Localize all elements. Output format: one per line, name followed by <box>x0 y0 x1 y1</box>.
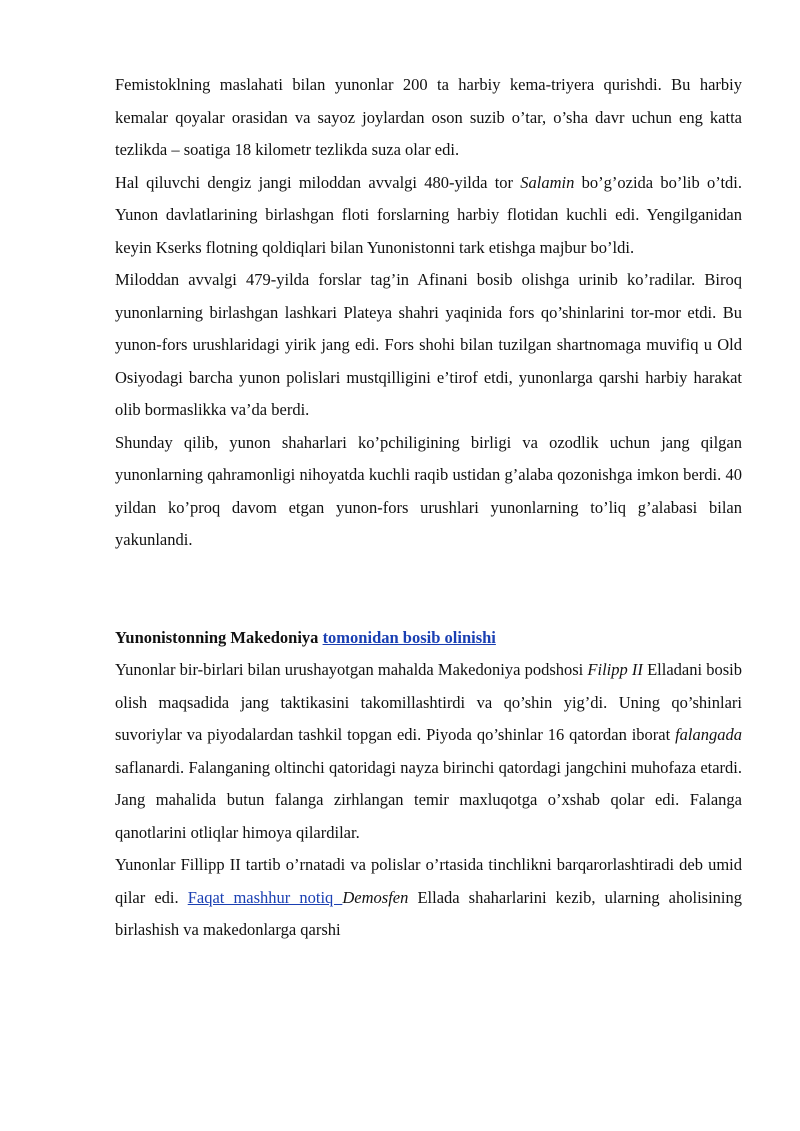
paragraph-salamis <box>115 167 742 265</box>
paragraph-text: saflanardi. Falanganing oltinchi qatoridagi nayza birinchi qatordagi jangchini muhofaza etardi. Jang mahalida butun falanga zirhlangan temir maxluqotga o’xshab qolar edi. Falanga qanotlarini otliqlar himoya qilardilar. <box>115 757 742 842</box>
paragraph-text: Elladani bosib olish maqsadida jang taktikasini takomillashtirdi va qo’shin yig’di. Uning qo’shinlari suvoriylar va piyodalardan tashkil topgan edi. Piyoda qo’shinlar 16 qatordan iborat <box>115 660 742 744</box>
italic-term-salamin: Salamin <box>520 172 575 192</box>
heading-text: Yunonistonning Makedoniya <box>115 627 323 647</box>
paragraph-text: Yunonlar bir-birlari bilan urushayotgan mahalda Makedoniya podshosi <box>115 660 588 679</box>
notiq-link[interactable]: Faqat mashhur notiq <box>187 887 343 907</box>
paragraph-text: Yunonlar Fillipp II tartib o’rnatadi va polislar o’rtasida tinchlikni barqarorlashtiradi deb umid qilar edi. <box>115 855 742 907</box>
paragraph-text: Shunday qilib, yunon shaharlari ko’pchiligining birligi va ozodlik uchun jang qilgan yunonlarning qahramonligi nihoyatda kuchli raqib ustidan g’alaba qozonishga imkon berdi. 40 yildan ko’proq davom etgan yunon-fors urushlari yunonlarning to’liq g’alabasi bilan yakunlandi. <box>115 432 742 549</box>
paragraph-text: bo’g’ozida bo’lib o’tdi. Yunon davlatlarining birlashgan floti forslarning harbiy flotidan kuchli edi. Yengilganidan keyin Kserks flotning qoldiqlari bilan Yunonistonni tark etishga majbur bo’ldi. <box>115 172 742 257</box>
section-spacer <box>115 557 742 622</box>
italic-term-filipp: Filipp II <box>587 660 643 679</box>
paragraph-demosthenes <box>115 849 742 947</box>
paragraph-text: Miloddan avvalgi 479-yilda forslar tag’in Afinani bosib olishga urinib ko’radilar. Biroq yunonlarning birlashgan lashkari Plateya shahri yaqinida fors qo’shinlarini tor-mor etdi. Bu yunon-fors urushlaridagi yirik jang edi. Fors shohi bilan tuzilgan shartnomaga muvifiq u Old Osiyodagi barcha yunon polislari mustqilligini e’tirof etdi, yunonlarga qarshi harbiy harakat olib bormaslikka va’da berdi. <box>115 270 742 419</box>
paragraph-plataea <box>115 264 742 427</box>
section-heading <box>115 622 742 655</box>
paragraph-text: Ellada shaharlarini kezib, ularning aholisining birlashish va makedonlarga qarshi <box>115 887 742 939</box>
paragraph-philip <box>115 654 742 849</box>
paragraph-conclusion <box>115 427 742 557</box>
paragraph-text: Femistoklning maslahati bilan yunonlar 200 ta harbiy kema-triyera qurishdi. Bu harbiy kemalar qoyalar orasidan va sayoz joylardan oson suzib o’tar, o’sha davr uchun eng katta tezlikda – soatiga 18 kilometr tezlikda suza olar edi. <box>115 75 742 159</box>
heading-link[interactable]: tomonidan bosib olinishi <box>322 627 496 647</box>
italic-term-falangada: falangada <box>675 725 742 744</box>
document-body <box>115 69 742 947</box>
paragraph-triremes <box>115 69 742 167</box>
paragraph-text: Hal qiluvchi dengiz jangi miloddan avvalgi 480-yilda tor <box>115 172 521 192</box>
italic-term-demosfen: Demosfen <box>342 887 409 907</box>
